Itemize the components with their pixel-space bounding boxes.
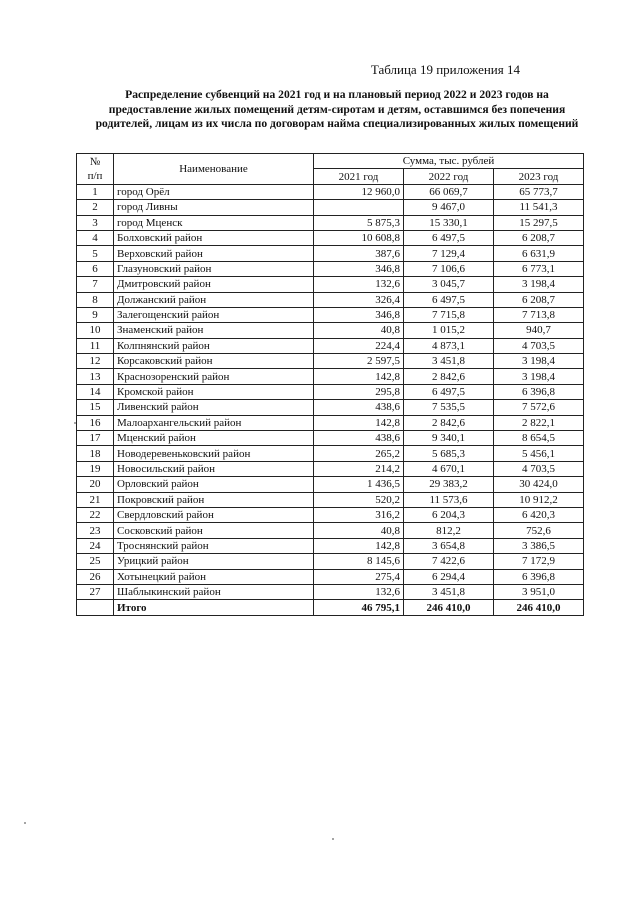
row-name: Корсаковский район — [114, 354, 314, 369]
value-2022: 66 069,7 — [404, 184, 494, 199]
row-name: Дмитровский район — [114, 277, 314, 292]
row-number: 2 — [77, 200, 114, 215]
value-2023: 6 396,8 — [494, 569, 584, 584]
table-row — [77, 492, 584, 507]
table-row — [77, 507, 584, 522]
value-2021: 40,8 — [314, 523, 404, 538]
total-2022: 246 410,0 — [404, 600, 494, 615]
row-number: 13 — [77, 369, 114, 384]
row-number: 21 — [77, 492, 114, 507]
value-2021: 438,6 — [314, 400, 404, 415]
table-row — [77, 323, 584, 338]
value-2023: 8 654,5 — [494, 431, 584, 446]
value-2021: 224,4 — [314, 338, 404, 353]
table-row — [77, 584, 584, 599]
table-row — [77, 246, 584, 261]
row-name: Болховский район — [114, 230, 314, 245]
value-2022: 3 045,7 — [404, 277, 494, 292]
row-number: 3 — [77, 215, 114, 230]
row-name: город Мценск — [114, 215, 314, 230]
header-name: Наименование — [114, 154, 314, 185]
row-number: 23 — [77, 523, 114, 538]
value-2021: 132,6 — [314, 277, 404, 292]
value-2021: 12 960,0 — [314, 184, 404, 199]
value-2022: 6 497,5 — [404, 384, 494, 399]
row-number: 8 — [77, 292, 114, 307]
row-name: Знаменский район — [114, 323, 314, 338]
table-row — [77, 446, 584, 461]
value-2021: 5 875,3 — [314, 215, 404, 230]
value-2023: 3 198,4 — [494, 277, 584, 292]
value-2023: 6 631,9 — [494, 246, 584, 261]
row-name: Малоархангельский район — [114, 415, 314, 430]
value-2023: 7 572,6 — [494, 400, 584, 415]
value-2021: 1 436,5 — [314, 477, 404, 492]
row-name: Новодеревеньковский район — [114, 446, 314, 461]
value-2021: 142,8 — [314, 369, 404, 384]
table-row — [77, 538, 584, 553]
value-2021: 265,2 — [314, 446, 404, 461]
value-2021: 214,2 — [314, 461, 404, 476]
scan-speck — [332, 838, 334, 840]
scan-speck — [74, 422, 76, 424]
row-number: 15 — [77, 400, 114, 415]
value-2021: 326,4 — [314, 292, 404, 307]
table-row — [77, 431, 584, 446]
value-2023: 2 822,1 — [494, 415, 584, 430]
row-number: 19 — [77, 461, 114, 476]
row-number: 14 — [77, 384, 114, 399]
total-row — [77, 600, 584, 615]
value-2023: 3 198,4 — [494, 369, 584, 384]
value-2023: 3 951,0 — [494, 584, 584, 599]
value-2022: 7 535,5 — [404, 400, 494, 415]
row-name: Новосильский район — [114, 461, 314, 476]
row-name: Покровский район — [114, 492, 314, 507]
total-2023: 246 410,0 — [494, 600, 584, 615]
row-number: 25 — [77, 554, 114, 569]
row-number: 20 — [77, 477, 114, 492]
value-2022: 5 685,3 — [404, 446, 494, 461]
scan-speck — [24, 822, 26, 824]
row-name: город Ливны — [114, 200, 314, 215]
row-number: 11 — [77, 338, 114, 353]
table-header-row — [77, 154, 584, 169]
value-2021: 8 145,6 — [314, 554, 404, 569]
value-2023: 6 420,3 — [494, 507, 584, 522]
value-2021 — [314, 200, 404, 215]
table-row — [77, 338, 584, 353]
row-number: 24 — [77, 538, 114, 553]
header-number: № п/п — [77, 154, 114, 185]
value-2023: 65 773,7 — [494, 184, 584, 199]
table-row — [77, 184, 584, 199]
value-2021: 387,6 — [314, 246, 404, 261]
value-2021: 346,8 — [314, 307, 404, 322]
value-2022: 9 340,1 — [404, 431, 494, 446]
value-2022: 29 383,2 — [404, 477, 494, 492]
table-row — [77, 554, 584, 569]
table-row — [77, 277, 584, 292]
annex-reference: Таблица 19 приложения 14 — [370, 62, 520, 77]
table-row — [77, 415, 584, 430]
row-name: Ливенский район — [114, 400, 314, 415]
value-2022: 15 330,1 — [404, 215, 494, 230]
row-name: город Орёл — [114, 184, 314, 199]
subvention-table — [76, 153, 584, 616]
row-name: Сосковский район — [114, 523, 314, 538]
value-2023: 11 541,3 — [494, 200, 584, 215]
row-number: 10 — [77, 323, 114, 338]
value-2022: 6 497,5 — [404, 292, 494, 307]
table-row — [77, 292, 584, 307]
row-number: 4 — [77, 230, 114, 245]
row-number: 12 — [77, 354, 114, 369]
value-2022: 6 294,4 — [404, 569, 494, 584]
row-number: 1 — [77, 184, 114, 199]
value-2021: 40,8 — [314, 323, 404, 338]
value-2021: 295,8 — [314, 384, 404, 399]
row-number: 26 — [77, 569, 114, 584]
value-2023: 5 456,1 — [494, 446, 584, 461]
value-2022: 4 670,1 — [404, 461, 494, 476]
value-2023: 752,6 — [494, 523, 584, 538]
value-2023: 3 198,4 — [494, 354, 584, 369]
value-2023: 6 773,1 — [494, 261, 584, 276]
row-number: 22 — [77, 507, 114, 522]
row-name: Урицкий район — [114, 554, 314, 569]
value-2023: 10 912,2 — [494, 492, 584, 507]
value-2023: 6 208,7 — [494, 230, 584, 245]
row-number: 16 — [77, 415, 114, 430]
value-2022: 6 204,3 — [404, 507, 494, 522]
value-2023: 6 208,7 — [494, 292, 584, 307]
value-2023: 15 297,5 — [494, 215, 584, 230]
total-number — [77, 600, 114, 615]
value-2021: 132,6 — [314, 584, 404, 599]
header-sum: Сумма, тыс. рублей — [314, 154, 584, 169]
value-2022: 11 573,6 — [404, 492, 494, 507]
row-name: Хотынецкий район — [114, 569, 314, 584]
header-year-2021: 2021 год — [314, 169, 404, 184]
value-2022: 3 451,8 — [404, 584, 494, 599]
value-2021: 2 597,5 — [314, 354, 404, 369]
table-row — [77, 261, 584, 276]
table-row — [77, 523, 584, 538]
value-2023: 4 703,5 — [494, 461, 584, 476]
value-2021: 10 608,8 — [314, 230, 404, 245]
value-2022: 3 451,8 — [404, 354, 494, 369]
row-name: Мценский район — [114, 431, 314, 446]
table-row — [77, 384, 584, 399]
value-2021: 438,6 — [314, 431, 404, 446]
value-2022: 7 106,6 — [404, 261, 494, 276]
table-body — [77, 184, 584, 615]
value-2021: 142,8 — [314, 415, 404, 430]
value-2021: 316,2 — [314, 507, 404, 522]
table-row — [77, 461, 584, 476]
value-2022: 7 129,4 — [404, 246, 494, 261]
value-2023: 7 713,8 — [494, 307, 584, 322]
row-name: Верховский район — [114, 246, 314, 261]
row-name: Должанский район — [114, 292, 314, 307]
table-row — [77, 230, 584, 245]
value-2022: 4 873,1 — [404, 338, 494, 353]
header-year-2023: 2023 год — [494, 169, 584, 184]
document-title: Распределение субвенций на 2021 год и на плановый период 2022 и 2023 годов на предоставление жилых помещений детям-сиротам и детям, оставшимся без попечения родителей, лицам из их числа по договорам найма специализированных жилых помещений — [95, 88, 579, 131]
value-2021: 520,2 — [314, 492, 404, 507]
value-2021: 346,8 — [314, 261, 404, 276]
value-2023: 6 396,8 — [494, 384, 584, 399]
row-number: 27 — [77, 584, 114, 599]
total-2021: 46 795,1 — [314, 600, 404, 615]
value-2021: 275,4 — [314, 569, 404, 584]
row-number: 7 — [77, 277, 114, 292]
row-name: Шаблыкинский район — [114, 584, 314, 599]
row-name: Троснянский район — [114, 538, 314, 553]
row-number: 9 — [77, 307, 114, 322]
row-name: Глазуновский район — [114, 261, 314, 276]
value-2023: 3 386,5 — [494, 538, 584, 553]
row-name: Колпнянский район — [114, 338, 314, 353]
table-row — [77, 369, 584, 384]
row-name: Кромской район — [114, 384, 314, 399]
total-label: Итого — [114, 600, 314, 615]
table-row — [77, 307, 584, 322]
table-row — [77, 200, 584, 215]
value-2022: 7 422,6 — [404, 554, 494, 569]
row-name: Свердловский район — [114, 507, 314, 522]
value-2022: 3 654,8 — [404, 538, 494, 553]
row-number: 6 — [77, 261, 114, 276]
row-name: Залегощенский район — [114, 307, 314, 322]
value-2023: 30 424,0 — [494, 477, 584, 492]
row-name: Орловский район — [114, 477, 314, 492]
header-year-2022: 2022 год — [404, 169, 494, 184]
row-number: 18 — [77, 446, 114, 461]
table-row — [77, 477, 584, 492]
value-2023: 7 172,9 — [494, 554, 584, 569]
value-2022: 6 497,5 — [404, 230, 494, 245]
value-2022: 9 467,0 — [404, 200, 494, 215]
value-2022: 1 015,2 — [404, 323, 494, 338]
table-row — [77, 354, 584, 369]
row-number: 17 — [77, 431, 114, 446]
value-2023: 940,7 — [494, 323, 584, 338]
value-2022: 812,2 — [404, 523, 494, 538]
row-number: 5 — [77, 246, 114, 261]
value-2022: 2 842,6 — [404, 369, 494, 384]
row-name: Краснозоренский район — [114, 369, 314, 384]
table-row — [77, 569, 584, 584]
value-2022: 2 842,6 — [404, 415, 494, 430]
table-row — [77, 215, 584, 230]
value-2023: 4 703,5 — [494, 338, 584, 353]
value-2021: 142,8 — [314, 538, 404, 553]
table-row — [77, 400, 584, 415]
value-2022: 7 715,8 — [404, 307, 494, 322]
